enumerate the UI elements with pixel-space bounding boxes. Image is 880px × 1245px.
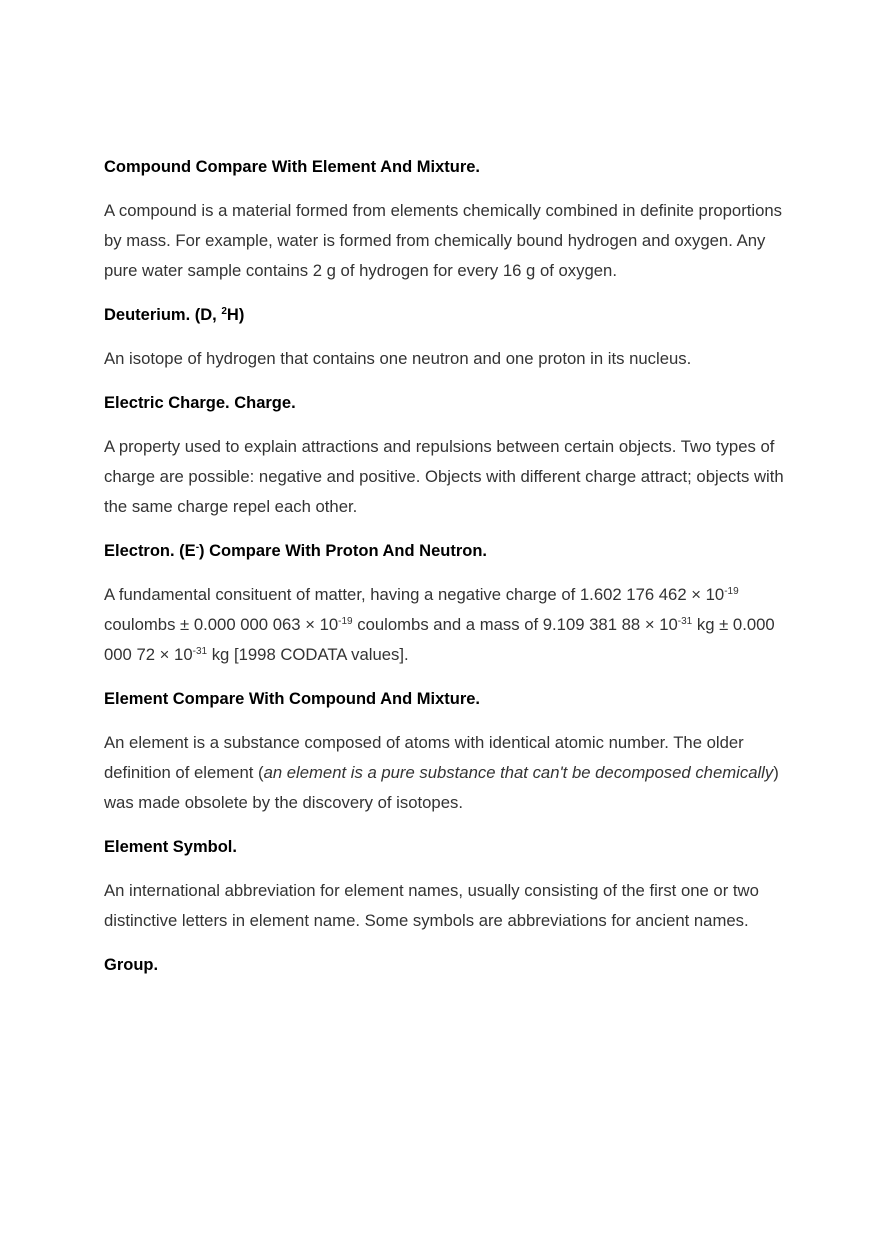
heading-superscript: - xyxy=(195,542,200,553)
entry-definition: A property used to explain attractions and repulsions between certain objects. Two types of charge are possible: negative and positive. Objects with different charge attract; objects with the same charge repel each other. xyxy=(104,437,784,516)
entry-electric-charge xyxy=(104,391,784,522)
entry-definition xyxy=(104,728,784,818)
entry-heading: Element Compare With Compound And Mixture. xyxy=(104,690,480,708)
heading-superscript: 2 xyxy=(221,306,227,317)
entry-heading: Element Symbol. xyxy=(104,838,237,856)
entry-heading: Group. xyxy=(104,956,159,974)
entry-heading xyxy=(104,303,784,327)
heading-text: ) Compare With Proton And Neutron. xyxy=(199,542,487,560)
definition-italic-text: an element is a pure substance that can't be decomposed chemically xyxy=(263,763,774,782)
exponent: -31 xyxy=(192,646,208,657)
entry-heading xyxy=(104,539,784,563)
entry-compound xyxy=(104,155,784,286)
definition-text: kg ± 0.000 000 72 × 10 xyxy=(104,615,775,664)
definition-text: coulombs ± 0.000 000 063 × 10 xyxy=(104,615,339,634)
definition-text: A fundamental consituent of matter, having a negative charge of 1.602 176 462 × 10 xyxy=(104,585,725,604)
entry-definition xyxy=(104,580,784,670)
definition-text: kg [1998 CODATA values]. xyxy=(207,645,409,664)
entry-group xyxy=(104,953,784,977)
entry-heading: Electric Charge. Charge. xyxy=(104,394,296,412)
heading-text: Electron. (E xyxy=(104,542,196,560)
entry-heading: Compound Compare With Element And Mixture. xyxy=(104,158,480,176)
exponent: -31 xyxy=(677,616,693,627)
heading-text: H) xyxy=(226,306,245,324)
definition-text: ) was made obsolete by the discovery of isotopes. xyxy=(104,763,779,812)
entry-deuterium xyxy=(104,303,784,374)
entry-definition: An isotope of hydrogen that contains one neutron and one proton in its nucleus. xyxy=(104,349,692,368)
entry-definition: An international abbreviation for element names, usually consisting of the first one or two distinctive letters in element name. Some symbols are abbreviations for ancient names. xyxy=(104,881,759,930)
definition-text: coulombs and a mass of 9.109 381 88 × 10 xyxy=(352,615,678,634)
entry-element-symbol xyxy=(104,835,784,936)
heading-text: Deuterium. (D, xyxy=(104,306,222,324)
exponent: -19 xyxy=(338,616,353,627)
glossary-page xyxy=(104,155,784,994)
exponent: -19 xyxy=(724,586,739,597)
definition-text: An element is a substance composed of atoms with identical atomic number. The older definition of element ( xyxy=(104,733,744,782)
entry-electron xyxy=(104,539,784,670)
entry-definition: A compound is a material formed from elements chemically combined in definite proportions by mass. For example, water is formed from chemically bound hydrogen and oxygen. Any pure water sample contains 2 g of hydrogen for every 16 g of oxygen. xyxy=(104,201,783,280)
entry-element xyxy=(104,687,784,818)
